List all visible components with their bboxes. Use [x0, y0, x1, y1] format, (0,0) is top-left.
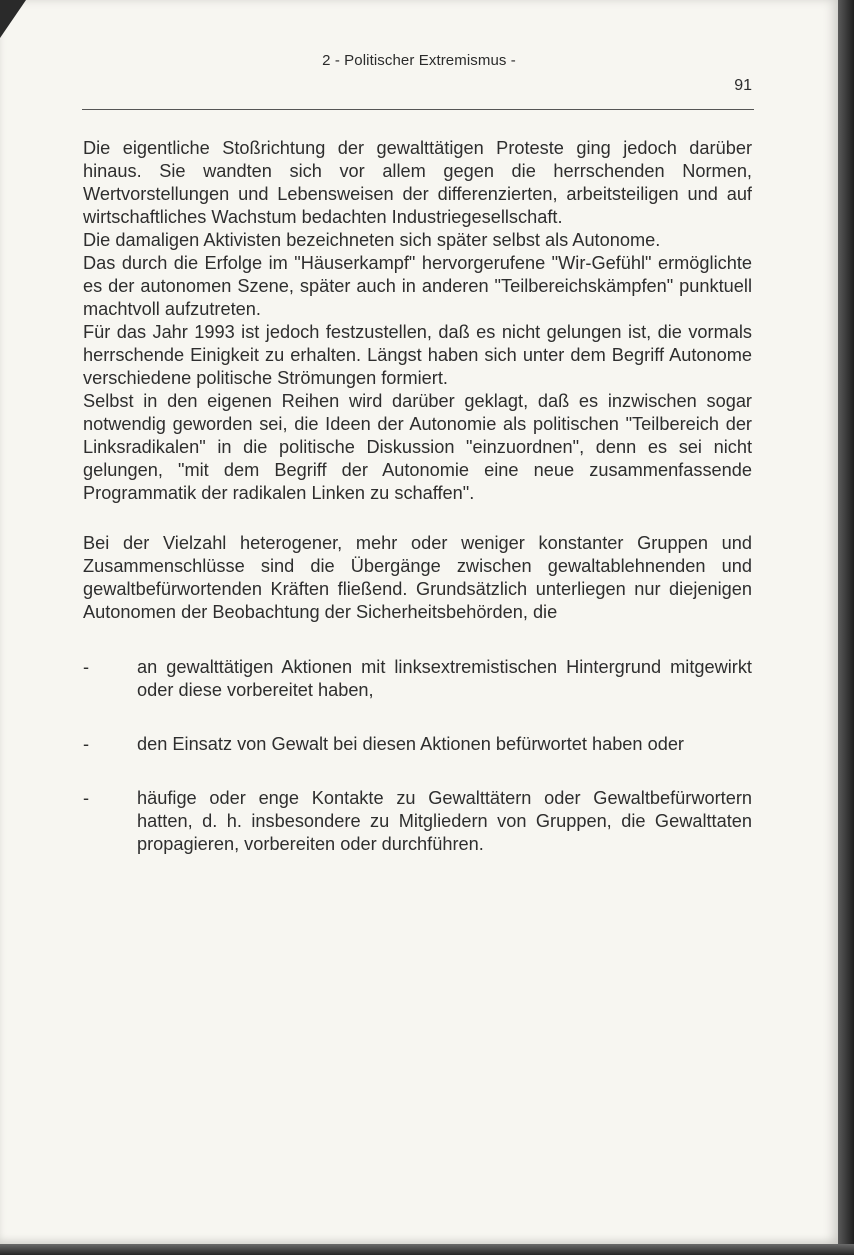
criteria-list	[83, 656, 752, 856]
list-item	[83, 787, 752, 856]
paragraph: Die eigentliche Stoßrichtung der gewalttätigen Proteste ging jedoch darüber hinaus. Sie wandten sich vor allem gegen die herrschenden Normen, Wertvorstellungen und Lebensweisen der differenzierten, arbeitsteiligen und auf wirtschaftliches Wachstum bedachten Industriegesellschaft.	[83, 138, 752, 227]
paragraph: Das durch die Erfolge im "Häuserkampf" hervorgerufene "Wir-Gefühl" ermöglichte es der autonomen Szene, später auch in anderen "Teilbereichskämpfen" punktuell machtvoll aufzutreten.	[83, 253, 752, 319]
page-corner-shadow	[0, 0, 26, 38]
list-item	[83, 733, 752, 756]
running-head: 2 - Politischer Extremismus -	[322, 52, 516, 69]
list-item-text: häufige oder enge Kontakte zu Gewalttätern oder Gewaltbefürwortern hatten, d. h. insbesondere zu Mitgliedern von Gruppen, die Gewalttaten propagieren, vorbereiten oder durchführen.	[137, 788, 752, 854]
list-dash: -	[83, 657, 90, 677]
page-number: 91	[734, 77, 752, 94]
header-rule	[82, 109, 754, 110]
list-item	[83, 656, 752, 702]
book-edge-right	[838, 0, 854, 1255]
paragraph: Für das Jahr 1993 ist jedoch festzustellen, daß es nicht gelungen ist, die vormals herrschende Einigkeit zu erhalten. Längst haben sich unter dem Begriff Autonome verschiedene politische Strömungen formiert.	[83, 322, 752, 388]
paragraph: Selbst in den eigenen Reihen wird darüber geklagt, daß es inzwischen sogar notwendig geworden sei, die Ideen der Autonomie als politischen "Teilbereich der Linksradikalen" in die politische Diskussion "einzuordnen", denn es sei nicht gelungen, "mit dem Begriff der Autonomie eine neue zusammenfassende Programmatik der radikalen Linken zu schaffen".	[83, 391, 752, 503]
body-text	[83, 137, 752, 887]
list-dash: -	[83, 788, 90, 808]
book-edge-bottom	[0, 1244, 854, 1255]
paragraph: Die damaligen Aktivisten bezeichneten sich später selbst als Autonome.	[83, 230, 661, 250]
list-item-text: den Einsatz von Gewalt bei diesen Aktionen befürwortet haben oder	[137, 734, 684, 754]
list-item-text: an gewalttätigen Aktionen mit linksextremistischen Hintergrund mitgewirkt oder diese vorbereitet haben,	[137, 657, 752, 700]
paragraph: Bei der Vielzahl heterogener, mehr oder weniger konstanter Gruppen und Zusammenschlüsse sind die Übergänge zwischen gewaltablehnenden und gewaltbefürwortenden Kräften fließend. Grundsätzlich unterliegen nur diejenigen Autonomen der Beobachtung der Sicherheitsbehörden, die	[83, 533, 752, 622]
list-dash: -	[83, 734, 90, 754]
